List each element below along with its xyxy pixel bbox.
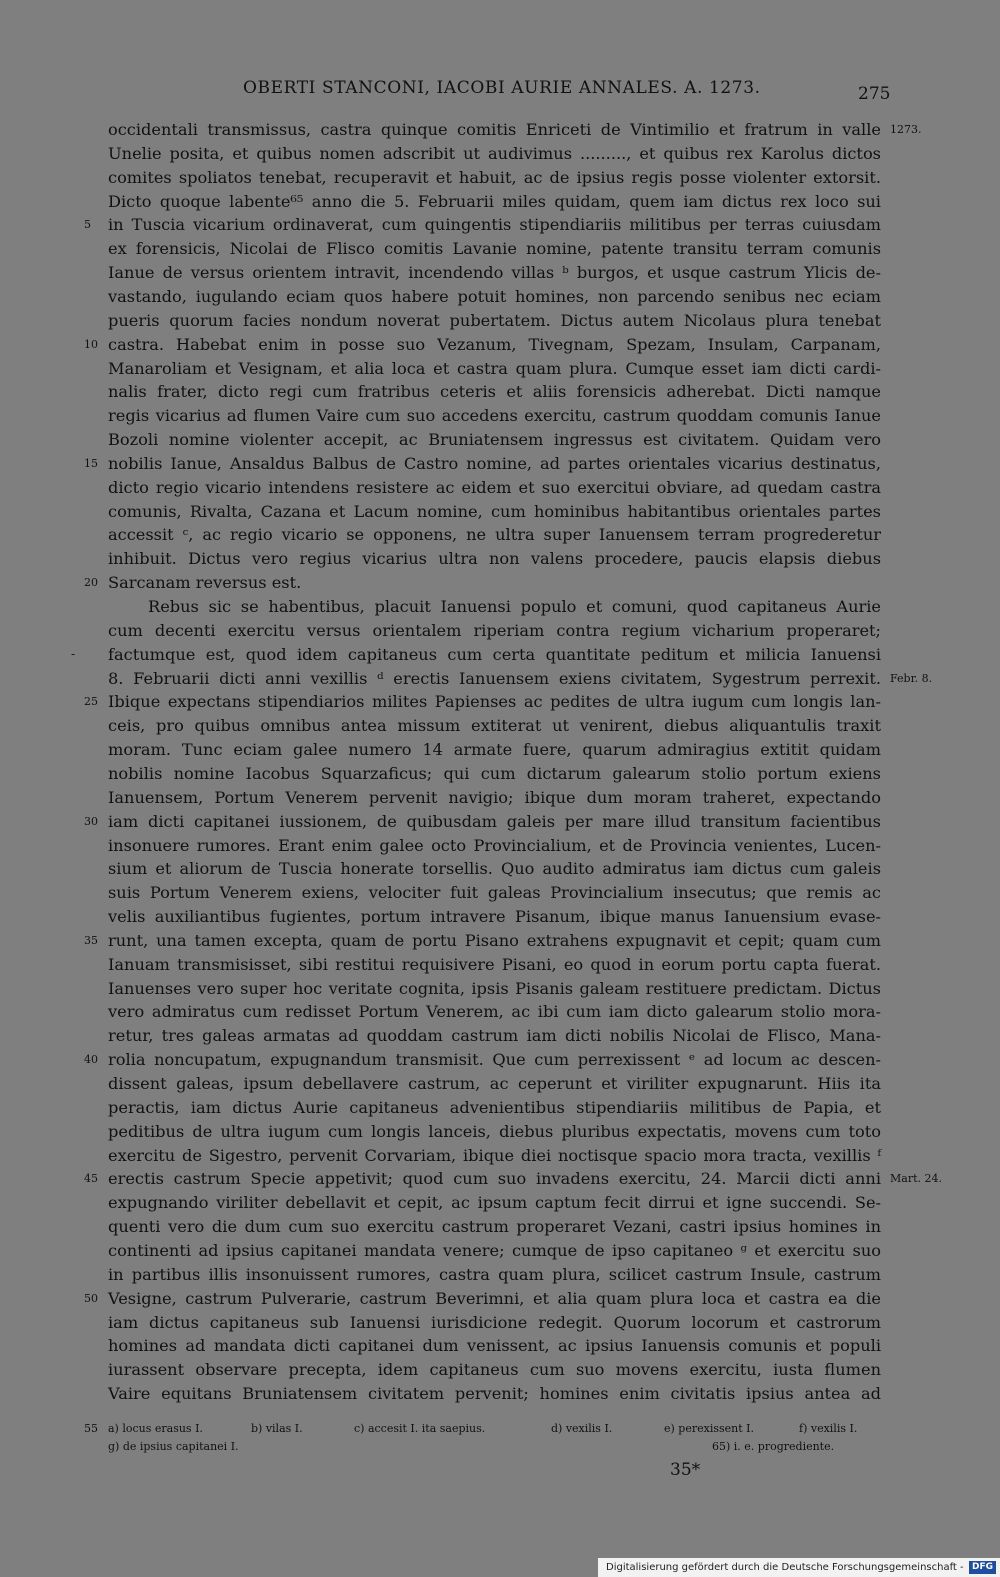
dfg-logo-icon: DFG xyxy=(969,1561,996,1574)
line-text: Ianuenses vero super hoc veritate cognita, ipsis Pisanis galeam restituere predictam. Dictus xyxy=(108,978,881,998)
footnote-d: d) vexilis I. xyxy=(551,1422,613,1435)
line-text: Ianue de versus orientem intravit, incendendo villas ᵇ burgos, et usque castrum Ylicis de- xyxy=(108,263,881,283)
line-text: 8. Februarii dicti anni vexillis ᵈ erectis Ianuensem exiens civitatem, Sygestrum perrexit. xyxy=(108,668,881,688)
line-text: vero admiratus cum redisset Portum Venerem, ac ibi cum iam dicto galearum stolio mora- xyxy=(108,1002,881,1022)
line-text: homines ad mandata dicti capitanei dum venissent, ac ipsius Ianuensis comunis et populi xyxy=(108,1336,881,1356)
text-line xyxy=(0,690,1000,713)
line-text: inhibuit. Dictus vero regius vicarius ultra non valens procedere, paucis elapsis diebus xyxy=(108,549,881,569)
margin-date-note: 1273. xyxy=(890,123,922,136)
sheet-signature: 35* xyxy=(670,1460,701,1480)
text-line xyxy=(0,213,1000,236)
text-line xyxy=(0,953,1000,976)
text-line xyxy=(0,285,1000,308)
line-number: 10 xyxy=(84,337,98,351)
text-line xyxy=(0,404,1000,427)
footnote-a: a) locus erasus I. xyxy=(108,1422,203,1435)
digitization-footer xyxy=(598,1558,1000,1577)
text-line xyxy=(0,929,1000,952)
text-line xyxy=(0,1382,1000,1405)
text-line xyxy=(0,595,1000,618)
line-text: erectis castrum Specie appetivit; quod cum suo invadens exercitu, 24. Marcii dicti anni xyxy=(108,1169,881,1189)
line-text: Vesigne, castrum Pulverarie, castrum Beverimni, et alia quam plura loca et castra ea die xyxy=(108,1288,881,1308)
line-text: Bozoli nomine violenter accepit, ac Bruniatensem ingressus est civitatem. Quidam vero xyxy=(108,430,881,450)
text-line xyxy=(0,380,1000,403)
line-text: pueris quorum facies nondum noverat pubertatem. Dictus autem Nicolaus plura tenebat xyxy=(108,310,881,330)
footnote-65: 65) i. e. progrediente. xyxy=(712,1440,835,1453)
line-text: suis Portum Venerem exiens, velociter fuit galeas Provincialium insecutus; que remis ac xyxy=(108,883,881,903)
text-line xyxy=(0,261,1000,284)
text-line xyxy=(0,1072,1000,1095)
line-number: 20 xyxy=(84,576,98,590)
text-line xyxy=(0,1311,1000,1334)
text-line xyxy=(0,762,1000,785)
text-line xyxy=(0,1000,1000,1023)
text-line xyxy=(0,834,1000,857)
line-text: occidentali transmissus, castra quinque comitis Enriceti de Vintimilio et fratrum in valle xyxy=(108,120,881,139)
line-text: Ibique expectans stipendiarios milites Papienses ac pedites de ultra iugum cum longis lan- xyxy=(108,692,881,712)
line-text: in partibus illis insonuissent rumores, castra quam plura, scilicet castrum Insule, castrum xyxy=(108,1264,881,1284)
text-line xyxy=(0,166,1000,189)
line-text: expugnando viriliter debellavit et cepit, ac ipsum captum fecit dirrui et igne succendi. Se- xyxy=(108,1193,881,1213)
line-text: dicto regio vicario intendens resistere ac eidem et suo exercitui obviare, ad quedam castra xyxy=(108,477,881,497)
line-text: peractis, iam dictus Aurie capitaneus advenientibus stipendiariis militibus de Papia, et xyxy=(108,1097,881,1117)
line-text: Ianuensem, Portum Venerem pervenit navigio; ibique dum moram traheret, expectando xyxy=(108,787,881,807)
text-line xyxy=(0,309,1000,332)
line-number: 15 xyxy=(84,456,98,470)
text-line xyxy=(0,333,1000,356)
text-line xyxy=(0,714,1000,737)
line-text: rolia noncupatum, expugnandum transmisit. Que cum perrexissent ᵉ ad locum ac descen- xyxy=(108,1050,881,1070)
text-line xyxy=(0,1334,1000,1357)
text-line xyxy=(0,1191,1000,1214)
text-line xyxy=(0,142,1000,165)
footnote-c: c) accesit I. ita saepius. xyxy=(354,1422,486,1435)
line-text: nobilis Ianue, Ansaldus Balbus de Castro nomine, ad partes orientales vicarius destinatus, xyxy=(108,453,881,473)
text-line xyxy=(0,190,1000,213)
footnote-f: f) vexilis I. xyxy=(799,1422,858,1435)
footnote-row-1 xyxy=(0,1420,1000,1438)
line-text: in Tuscia vicarium ordinaverat, cum quingentis stipendiariis militibus per terras cuiusdam xyxy=(108,215,881,235)
text-line xyxy=(0,881,1000,904)
line-text: ceis, pro quibus omnibus antea missum extiterat ut venirent, diebus aliquantulis traxit xyxy=(108,716,881,736)
line-text: factumque est, quod idem capitaneus cum certa quantitate peditum et milicia Ianuensi xyxy=(108,644,881,664)
text-line xyxy=(0,977,1000,1000)
line-text: Ianuam transmisisset, sibi restitui requisivere Pisani, eo quod in eorum portu capta fuerat. xyxy=(108,954,881,974)
line-text: runt, una tamen excepta, quam de portu Pisano extrahens expugnavit et cepit; quam cum xyxy=(108,930,881,950)
page-header xyxy=(0,78,1000,108)
text-line xyxy=(0,1024,1000,1047)
line-text: iam dicti capitanei iussionem, de quibusdam galeis per mare illud transitum facientibus xyxy=(108,811,881,831)
line-number: 30 xyxy=(84,814,98,828)
line-text: castra. Habebat enim in posse suo Vezanum, Tivegnam, Spezam, Insulam, Carpanam, xyxy=(108,334,881,354)
margin-dash-mark: - xyxy=(71,646,76,661)
line-text: retur, tres galeas armatas ad quoddam castrum iam dicti nobilis Nicolai de Flisco, Mana- xyxy=(108,1026,881,1046)
text-line xyxy=(0,476,1000,499)
line-text: Sarcanam reversus est. xyxy=(108,573,302,593)
line-text: continenti ad ipsius capitanei mandata venere; cumque de ipso capitaneo ᵍ et exercitu suo xyxy=(108,1240,881,1260)
text-line xyxy=(0,452,1000,475)
text-line xyxy=(0,667,1000,690)
line-text: Rebus sic se habentibus, placuit Ianuensi populo et comuni, quod capitaneus Aurie xyxy=(148,597,881,616)
text-line xyxy=(0,1048,1000,1071)
text-line xyxy=(0,1263,1000,1286)
line-text: iurassent observare precepta, idem capitaneus cum suo movens exercitu, iusta flumen xyxy=(108,1360,881,1380)
text-line xyxy=(0,1287,1000,1310)
line-text: accessit ᶜ, ac regio vicario se opponens, ne ultra super Ianuensem terram progrederetur xyxy=(108,525,881,545)
text-line xyxy=(0,428,1000,451)
margin-date-note: Febr. 8. xyxy=(890,671,933,685)
line-text: sium et aliorum de Tuscia honerate torsellis. Quo audito admiratus iam dictus cum galeis xyxy=(108,859,881,879)
text-line xyxy=(0,237,1000,260)
line-text: insonuere rumores. Erant enim galee octo Provincialium, et de Provincia venientes, Lucen- xyxy=(108,835,881,855)
text-line xyxy=(0,1167,1000,1190)
line-text: Dicto quoque labente⁶⁵ anno die 5. Februarii miles quidam, quem iam dictus rex loco sui xyxy=(108,191,881,211)
line-text: cum decenti exercitu versus orientalem riperiam contra regium vicharium properaret; xyxy=(108,620,881,640)
text-line xyxy=(0,1239,1000,1262)
line-text: iam dictus capitaneus sub Ianuensi iurisdicione redegit. Quorum locorum et castrorum xyxy=(108,1312,881,1332)
line-text: moram. Tunc eciam galee numero 14 armate fuere, quarum admiragius extitit quidam xyxy=(108,740,881,760)
line-text: quenti vero die dum cum suo exercitu castrum properaret Vezani, castri ipsius homines in xyxy=(108,1217,881,1237)
footer-text: Digitalisierung gefördert durch die Deutsche Forschungsgemeinschaft - xyxy=(606,1562,964,1573)
line-text: nalis frater, dicto regi cum fratribus ceteris et aliis forensicis adherebat. Dicti namque xyxy=(108,382,881,402)
line-text: comites spoliatos tenebat, recuperavit et habuit, ac de ipsius regis posse violenter extorsit. xyxy=(108,167,881,187)
line-text: vastando, iugulando eciam quos habere potuit homines, non parcendo senibus nec eciam xyxy=(108,286,881,306)
line-number: 5 xyxy=(84,218,91,232)
footnote-row-2 xyxy=(0,1438,1000,1456)
line-text: dissent galeas, ipsum debellavere castrum, ac ceperunt et viriliter expugnarunt. Hiis ita xyxy=(108,1074,881,1093)
text-line xyxy=(0,523,1000,546)
text-line xyxy=(0,786,1000,809)
page-number: 275 xyxy=(858,84,891,104)
footnote-b: b) vilas I. xyxy=(251,1422,303,1435)
footnote-e: e) perexissent I. xyxy=(664,1422,754,1435)
text-line xyxy=(0,547,1000,570)
footnote-g: g) de ipsius capitanei I. xyxy=(108,1440,239,1453)
text-line xyxy=(0,1096,1000,1119)
margin-date-note: Mart. 24. xyxy=(890,1172,942,1186)
running-title: OBERTI STANCONI, IACOBI AURIE ANNALES. A. 1273. xyxy=(243,78,761,98)
line-number: 40 xyxy=(84,1053,98,1067)
text-line xyxy=(0,500,1000,523)
text-line xyxy=(0,738,1000,761)
line-number: 50 xyxy=(84,1291,98,1305)
text-line xyxy=(0,1120,1000,1143)
line-text: ex forensicis, Nicolai de Flisco comitis Lavanie nomine, patente transitu terram comunis xyxy=(108,239,881,259)
text-line xyxy=(0,1358,1000,1381)
line-text: comunis, Rivalta, Cazana et Lacum nomine, cum hominibus habitantibus orientales partes xyxy=(108,501,881,521)
text-line xyxy=(0,1144,1000,1167)
text-line xyxy=(0,810,1000,833)
line-text: exercitu de Sigestro, pervenit Corvariam, ibique diei noctisque spacio mora tracta, vexillis ᶠ xyxy=(108,1145,881,1165)
text-line xyxy=(0,357,1000,380)
text-line xyxy=(0,118,1000,141)
text-line xyxy=(0,619,1000,642)
line-text: velis auxiliantibus fugientes, portum intravere Pisanum, ibique manus Ianuensium evase- xyxy=(108,907,881,927)
line-number: 35 xyxy=(84,933,98,947)
text-line xyxy=(0,571,1000,594)
line-text: Unelie posita, et quibus nomen adscribit ut audivimus ........., et quibus rex Karolus dictos xyxy=(108,143,881,163)
line-text: nobilis nomine Iacobus Squarzaficus; qui cum dictarum galearum stolio portum exiens xyxy=(108,763,881,783)
line-number: 45 xyxy=(84,1172,98,1186)
line-number: 25 xyxy=(84,695,98,709)
line-text: Vaire equitans Bruniatensem civitatem pervenit; homines enim civitatis ipsius antea ad xyxy=(108,1384,881,1404)
footnote-line-number: 55 xyxy=(84,1422,98,1435)
text-line xyxy=(0,857,1000,880)
line-text: regis vicarius ad flumen Vaire cum suo accedens exercitu, castrum quoddam comunis Ianue xyxy=(108,406,881,426)
line-text: peditibus de ultra iugum cum longis lanceis, diebus pluribus expectatis, movens cum toto xyxy=(108,1121,881,1141)
text-line xyxy=(0,1215,1000,1238)
text-line xyxy=(0,643,1000,666)
line-text: Manaroliam et Vesignam, et alia loca et castra quam plura. Cumque esset iam dicti cardi- xyxy=(108,358,881,378)
text-line xyxy=(0,905,1000,928)
